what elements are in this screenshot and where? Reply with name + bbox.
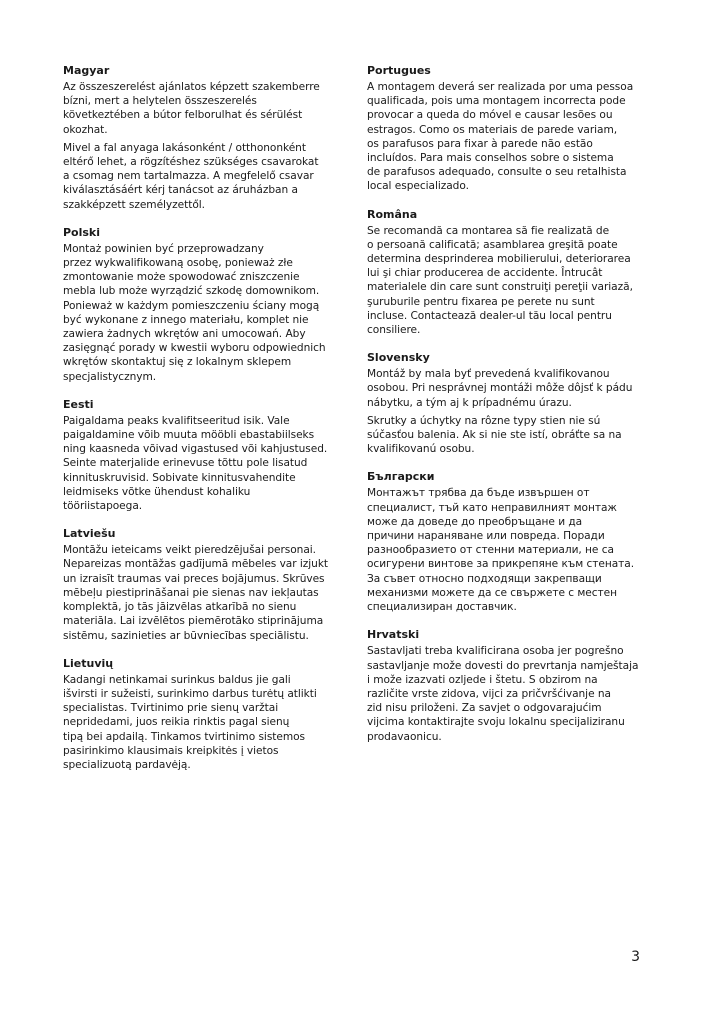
- section-latviesu: [63, 527, 345, 642]
- section-paragraph: Montāžu ieteicams veikt pieredzējušai personai. Nepareizas montāžas gadījumā mēbeles var izjukt un izraisīt traumas vai preces bojājumus. Skrūves mēbeļu piestiprināšanai pie sienas nav iekļautas komplektā, jo tās jāizvēlas atkarībā no sienu materiāla. Lai izvēlētos piemērotāko stiprinājuma sistēmu, sazinieties ar būvniecības speciālistu.: [63, 544, 329, 642]
- section-paragraph: Монтажът трябва да бъде извършен от специалист, тъй като неправилният монтаж може да доведе до преобръщане и да причини нараняване или повреда. Поради разнообразието от стенни материали, не са осигурени винтове за прикрепяне към стената. За съвет относно подходящи закрепващи механизми можете да се свържете с местен специализиран доставчик.: [367, 487, 635, 614]
- section-heading: Magyar: [63, 64, 110, 77]
- right-column: [367, 64, 649, 758]
- section-paragraph: Montáž by mala byť prevedená kvalifikovanou osobou. Pri nesprávnej montáži môže dôjsť k pádu nábytku, a tým aj k prípadnému úrazu.: [367, 368, 633, 409]
- section-paragraph: Sastavljati treba kvalificirana osoba jer pogrešno sastavljanje može dovesti do prevrtanja namještaja i može izazvati ozljede i štetu. S obzirom na različite vrste zidova, vijci za pričvršćivanje na zid nisu priloženi. Za savjet o odgovarajućim vijcima kontaktirajte svoju lokalnu specijaliziranu prodavaonicu.: [367, 645, 639, 743]
- section-paragraph: Skrutky a úchytky na rôzne typy stien nie sú súčasťou balenia. Ak si nie ste istí, obráťte sa na kvalifikovanú osobu.: [367, 414, 622, 456]
- section-paragraph: Se recomandă ca montarea să fie realizată de o persoană calificată; asamblarea greşită poate determina desprinderea mobilierului, deteriorarea lui şi chiar producerea de accidente. Întrucât materialele din care sunt construiţi pereţii variază, şuruburile pentru fixarea pe perete nu sunt incluse. Contactează dealer-ul tău local pentru consiliere.: [367, 224, 633, 337]
- section-eesti: [63, 398, 345, 513]
- section-romana: [367, 208, 649, 338]
- section-heading: Hrvatski: [367, 628, 420, 642]
- page-number: 3: [631, 949, 640, 965]
- section-heading: Polski: [63, 225, 101, 239]
- section-paragraph: Paigaldama peaks kvalifitseeritud isik. Vale paigaldamine võib muuta mööbli ebastabiilseks ning kaasneda võivad vigastused või kahjustused. Seinte materjalide erinevuse tõttu pole lisatud kinnituskruvisid. Sobivate kinnitusvahendite leidmiseks võtke ühendust kohaliku tööriistapoega.: [63, 414, 328, 513]
- section-paragraph: Montaż powinien być przeprowadzany przez wykwalifikowaną osobę, ponieważ złe zmontowanie może spowodować zniszczenie mebla lub może wyrządzić szkodę domownikom. Ponieważ w każdym pomieszczeniu ściany mogą być wykonane z innego materiału, komplet nie zawiera żadnych wkrętów ani umocowań. Aby zasięgnąć porady w kwestii wyboru odpowiednich wkrętów skontaktuj się z lokalnym sklepem specjalistycznym.: [63, 242, 326, 383]
- section-paragraph: Mivel a fal anyaga lakásonként / otthononként eltérő lehet, a rögzítéshez szükséges csavarokat a csomag nem tartalmazza. A megfelelő csavar kiválasztásáért kérj tanácsot az áruházban a szakképzett személyzettől.: [63, 141, 319, 211]
- section-portugues: [367, 64, 649, 194]
- section-bulgarian: [367, 470, 649, 614]
- section-lietuviu: [63, 657, 345, 772]
- section-heading: Lietuvių: [63, 656, 114, 670]
- section-magyar: [63, 64, 345, 212]
- section-polski: [63, 226, 345, 384]
- section-hrvatski: [367, 628, 649, 743]
- section-heading: Portugues: [367, 64, 431, 77]
- section-heading: Български: [367, 470, 435, 484]
- left-column: [63, 64, 345, 786]
- section-paragraph: Az összeszerelést ajánlatos képzett szakemberre bízni, mert a helytelen összeszerelés következtében a bútor felborulhat és sérülést okozhat.: [63, 81, 320, 136]
- section-paragraph: Kadangi netinkamai surinkus baldus jie gali išvirsti ir sužeisti, surinkimo darbus turėtų atlikti specialistas. Tvirtinimo prie sienų varžtai nepridedami, juos reikia rinktis pagal sienų tipą bei apdailą. Tinkamos tvirtinimo sistemos pasirinkimo klausimais kreipkitės į vietos specializuotą pardavėją.: [63, 673, 317, 771]
- section-heading: Latviešu: [63, 527, 116, 541]
- section-heading: Româna: [367, 207, 418, 221]
- section-slovensky: [367, 351, 649, 456]
- section-heading: Slovensky: [367, 351, 430, 365]
- section-paragraph: A montagem deverá ser realizada por uma pessoa qualificada, pois uma montagem incorrecta pode provocar a queda do móvel e causar lesões ou estragos. Como os materiais de parede variam, os parafusos para fixar à parede não estão incluídos. Para mais conselhos sobre o sistema de parafusos adequado, consulte o seu retalhista local especializado.: [367, 81, 634, 193]
- section-heading: Eesti: [63, 397, 94, 411]
